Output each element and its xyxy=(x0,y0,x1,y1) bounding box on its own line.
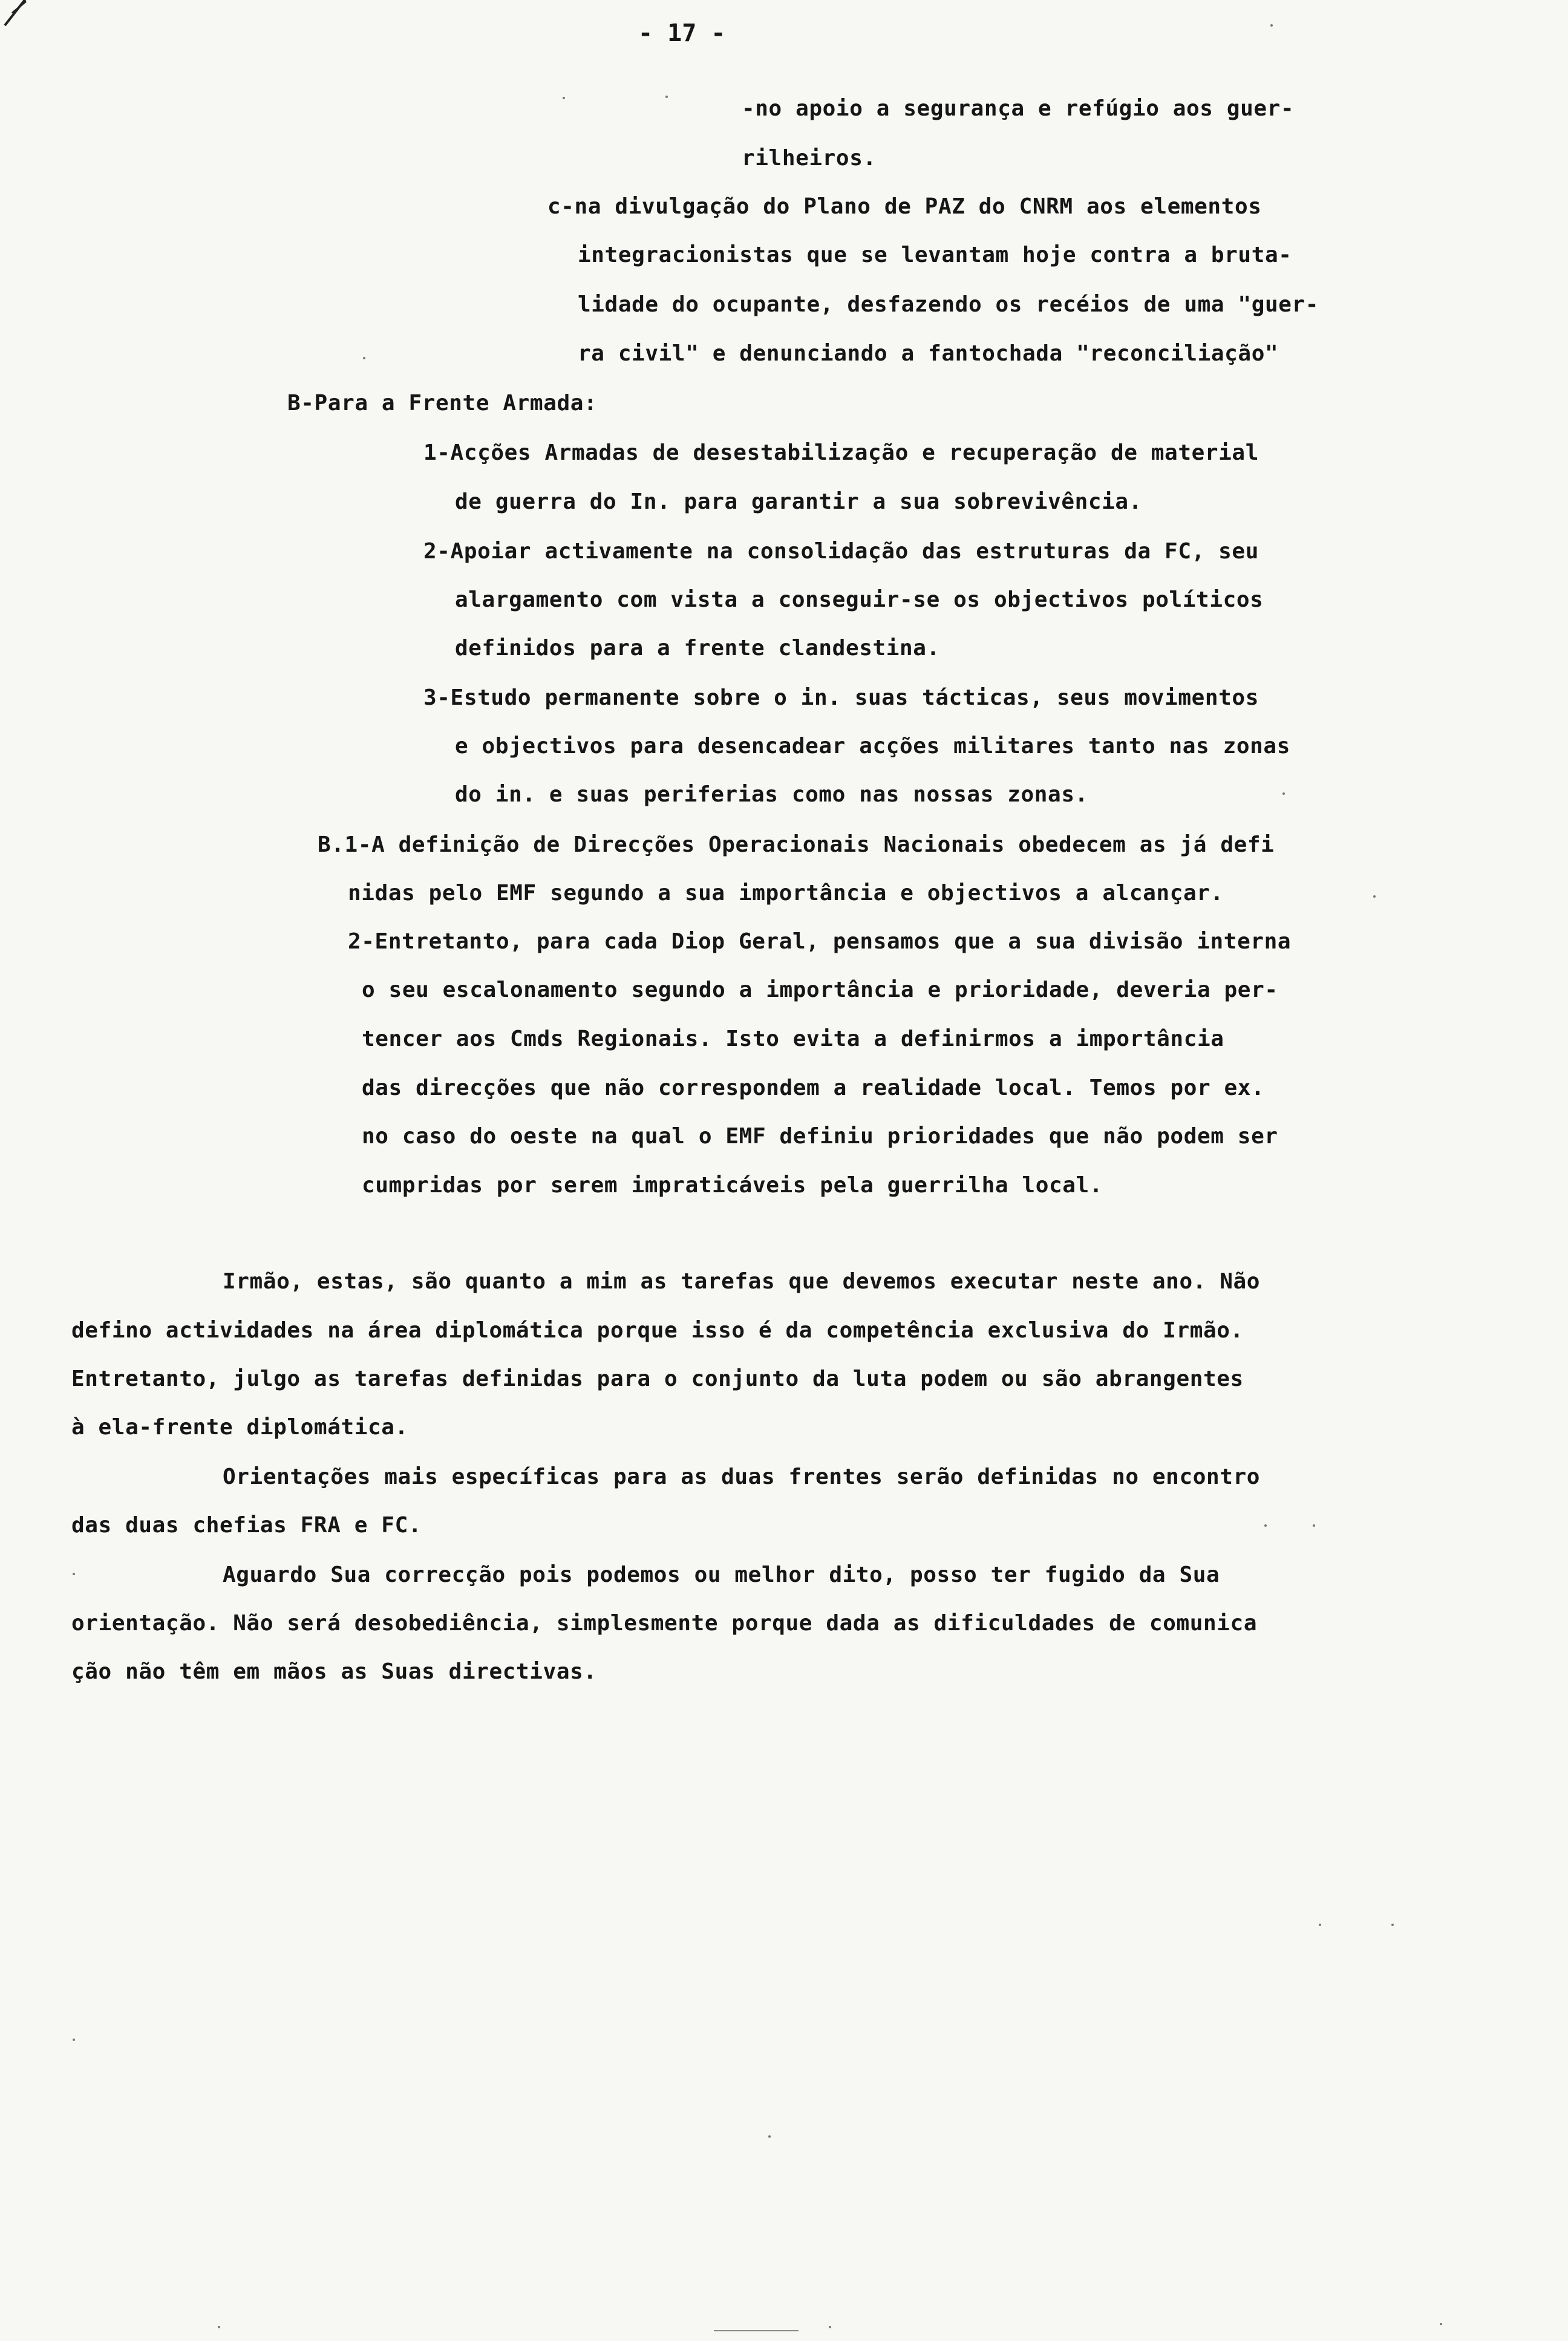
text-line: o seu escalonamento segundo a importância e prioridade, deveria per- xyxy=(362,978,1278,1002)
text-line: 2-Apoiar activamente na consolidação das estruturas da FC, seu xyxy=(423,539,1259,564)
scan-speck xyxy=(768,2135,771,2138)
text-line: à ela-frente diplomática. xyxy=(71,1415,408,1440)
text-line: e objectivos para desencadear acções militares tanto nas zonas xyxy=(455,734,1290,759)
text-line: 1-Acções Armadas de desestabilização e recuperação de material xyxy=(423,440,1259,465)
text-line: Entretanto, julgo as tarefas definidas para o conjunto da luta podem ou são abrangentes xyxy=(71,1366,1244,1391)
section-heading: B-Para a Frente Armada: xyxy=(287,391,598,416)
text-line: c-na divulgação do Plano de PAZ do CNRM aos elementos xyxy=(547,194,1262,219)
scan-speck xyxy=(218,2326,220,2328)
text-line: ção não têm em mãos as Suas directivas. xyxy=(71,1659,597,1684)
scan-speck xyxy=(1270,24,1273,27)
text-line: de guerra do In. para garantir a sua sobrevivência. xyxy=(455,489,1142,514)
text-line: 3-Estudo permanente sobre o in. suas tácticas, seus movimentos xyxy=(423,685,1259,710)
text-line: tencer aos Cmds Regionais. Isto evita a definirmos a importância xyxy=(362,1027,1224,1051)
scan-speck xyxy=(1391,1924,1394,1926)
page-number: - 17 - xyxy=(638,19,726,47)
scan-speck xyxy=(1319,1924,1321,1926)
text-line: no caso do oeste na qual o EMF definiu prioridades que não podem ser xyxy=(362,1124,1278,1149)
text-line: integracionistas que se levantam hoje contra a bruta- xyxy=(578,243,1292,267)
scan-speck xyxy=(1264,1524,1267,1527)
text-line: lidade do ocupante, desfazendo os recéios de uma "guer- xyxy=(578,292,1319,317)
text-line: orientação. Não será desobediência, simplesmente porque dada as dificuldades de comunica xyxy=(71,1611,1258,1636)
text-line: alargamento com vista a conseguir-se os objectivos políticos xyxy=(455,587,1264,612)
text-line: -no apoio a segurança e refúgio aos guer- xyxy=(742,96,1295,121)
scan-speck xyxy=(829,2326,831,2328)
text-line: das duas chefias FRA e FC. xyxy=(71,1513,422,1538)
scan-speck xyxy=(1313,1524,1315,1527)
pen-stroke-mark xyxy=(4,0,31,26)
text-line: definidos para a frente clandestina. xyxy=(455,636,940,661)
scan-speck xyxy=(1282,792,1285,795)
pen-stroke-mark xyxy=(11,1,27,14)
text-line: ra civil" e denunciando a fantochada "reconciliação" xyxy=(578,341,1279,366)
scan-speck xyxy=(73,2039,75,2041)
scan-speck xyxy=(563,97,565,99)
text-line: do in. e suas periferias como nas nossas zonas. xyxy=(455,782,1088,807)
scan-speck xyxy=(1373,895,1376,898)
text-line: cumpridas por serem impraticáveis pela guerrilha local. xyxy=(362,1173,1103,1198)
text-line: Aguardo Sua correcção pois podemos ou melhor dito, posso ter fugido da Sua xyxy=(223,1562,1220,1587)
scan-speck xyxy=(665,96,668,98)
text-line: rilheiros. xyxy=(742,146,877,171)
text-line: Orientações mais específicas para as duas frentes serão definidas no encontro xyxy=(223,1464,1261,1489)
text-line: B.1-A definição de Direcções Operacionais Nacionais obedecem as já defi xyxy=(318,832,1275,857)
text-line: das direcções que não correspondem a realidade local. Temos por ex. xyxy=(362,1076,1265,1100)
text-line: nidas pelo EMF segundo a sua importância e objectivos a alcançar. xyxy=(348,881,1224,906)
scan-speck xyxy=(73,1573,75,1575)
text-line: 2-Entretanto, para cada Diop Geral, pensamos que a sua divisão interna xyxy=(348,929,1292,954)
text-line: Irmão, estas, são quanto a mim as tarefas que devemos executar neste ano. Não xyxy=(223,1269,1261,1294)
text-line: defino actividades na área diplomática porque isso é da competência exclusiva do Irmão. xyxy=(71,1318,1244,1343)
scan-speck xyxy=(363,357,365,359)
scan-edge-line xyxy=(714,2330,799,2331)
scan-speck xyxy=(1440,2323,1442,2325)
